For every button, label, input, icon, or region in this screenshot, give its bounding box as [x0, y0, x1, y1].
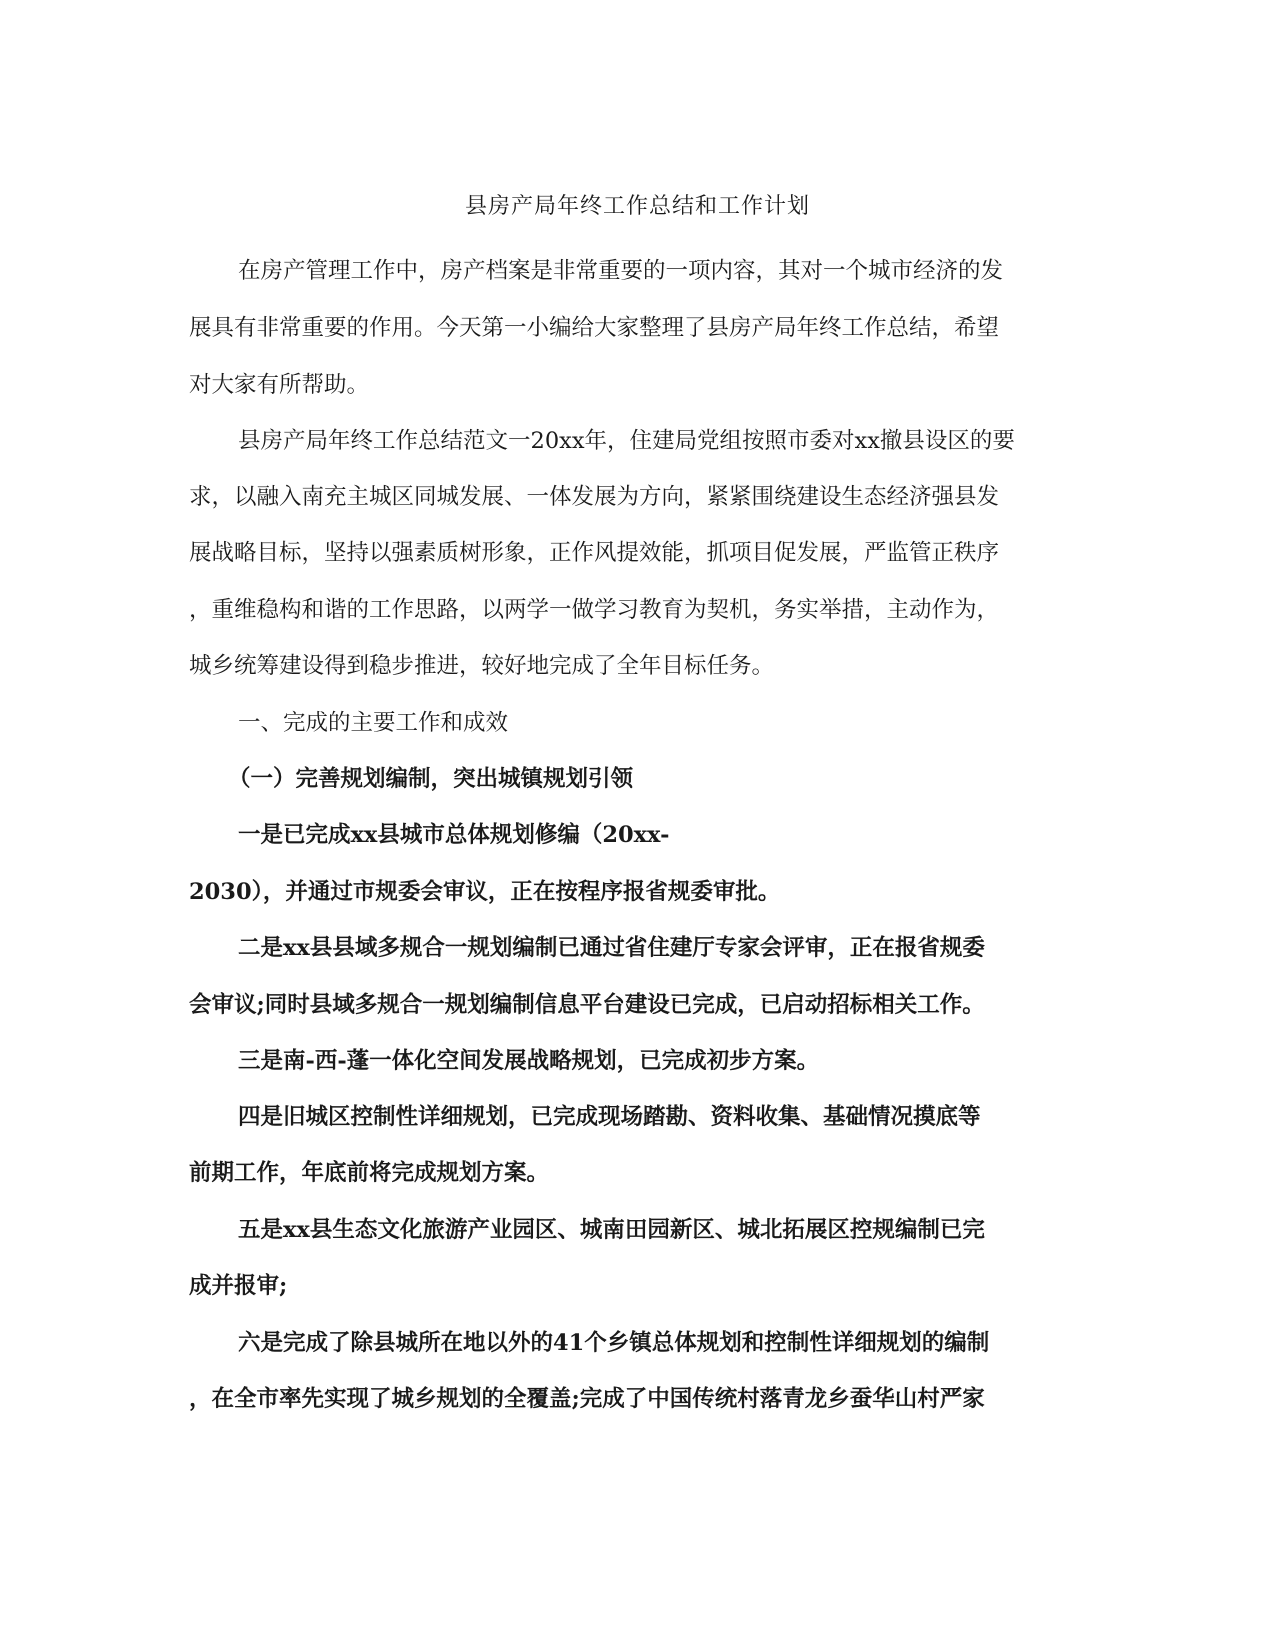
list-item-line: 前期工作，年底前将完成规划方案。 — [189, 1160, 550, 1186]
list-item-line: 会审议;同时县域多规合一规划编制信息平台建设已完成，已启动招标相关工作。 — [189, 992, 985, 1018]
list-item-line: 三是南-西-蓬一体化空间发展战略规划，已完成初步方案。 — [238, 1048, 820, 1074]
document-title: 县房产局年终工作总结和工作计划 — [464, 194, 810, 219]
paragraph-line: ，重维稳构和谐的工作思路，以两学一做学习教育为契机，务实举措，主动作为， — [189, 597, 1000, 623]
list-item-line: 六是完成了除县城所在地以外的41个乡镇总体规划和控制性详细规划的编制 — [238, 1330, 990, 1356]
list-item-line: 五是xx县生态文化旅游产业园区、城南田园新区、城北拓展区控规编制已完 — [238, 1217, 985, 1243]
paragraph-line: 展战略目标，坚持以强素质树形象，正作风提效能，抓项目促发展，严监管正秩序 — [189, 540, 1000, 566]
list-item-line: 二是xx县县域多规合一规划编制已通过省住建厅专家会评审，正在报省规委 — [238, 935, 985, 961]
list-item-line: 一是已完成xx县城市总体规划修编（20xx- — [238, 822, 670, 848]
paragraph-line: 对大家有所帮助。 — [189, 372, 370, 398]
paragraph-line: 展具有非常重要的作用。今天第一小编给大家整理了县房产局年终工作总结，希望 — [189, 315, 1000, 341]
subsection-heading: （一）完善规划编制，突出城镇规划引领 — [228, 766, 634, 792]
list-item-line: ，在全市率先实现了城乡规划的全覆盖;完成了中国传统村落青龙乡蚕华山村严家 — [189, 1386, 985, 1412]
paragraph-line: 在房产管理工作中，房产档案是非常重要的一项内容，其对一个城市经济的发 — [238, 258, 1004, 284]
paragraph-line: 城乡统筹建设得到稳步推进，较好地完成了全年目标任务。 — [189, 653, 775, 679]
paragraph-line: 县房产局年终工作总结范文一20xx年，住建局党组按照市委对xx撤县设区的要 — [238, 428, 1015, 454]
list-item-line: 2030），并通过市规委会审议，正在按程序报省规委审批。 — [189, 879, 781, 905]
list-item-line: 成并报审; — [189, 1273, 288, 1299]
paragraph-line: 求，以融入南充主城区同城发展、一体发展为方向，紧紧围绕建设生态经济强县发 — [189, 484, 1000, 510]
list-item-line: 四是旧城区控制性详细规划，已完成现场踏勘、资料收集、基础情况摸底等 — [238, 1104, 981, 1130]
section-heading: 一、完成的主要工作和成效 — [238, 710, 509, 736]
